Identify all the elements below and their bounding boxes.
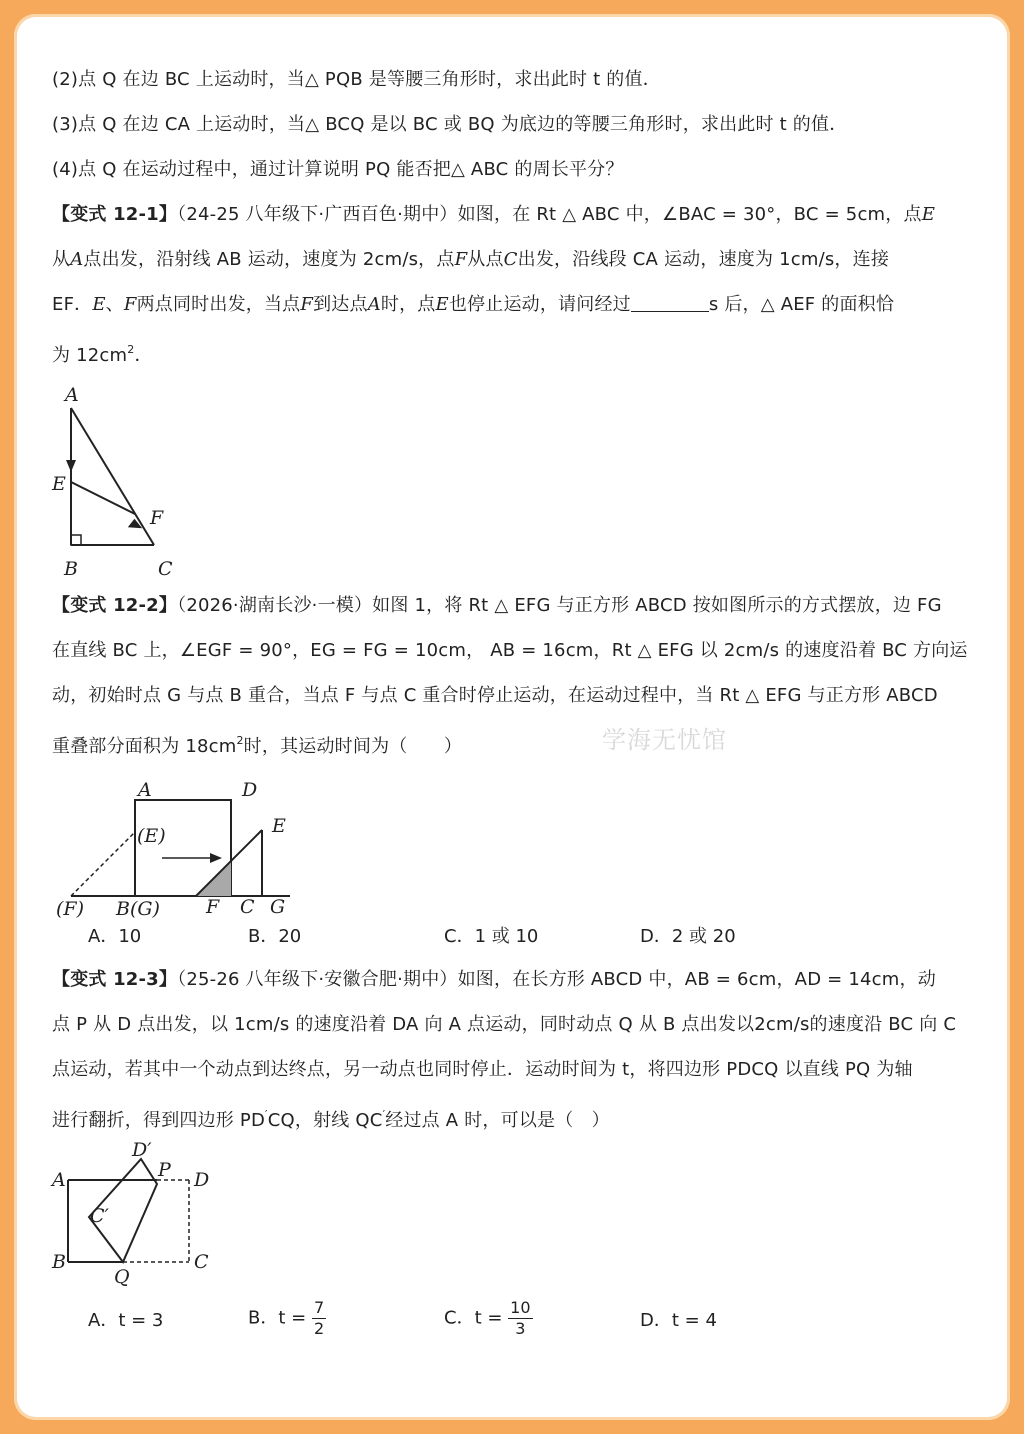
option-c[interactable]: C．1 或 10 — [444, 926, 539, 947]
label-E: E — [272, 815, 286, 837]
figure-square-triangle — [50, 770, 310, 920]
option-b[interactable]: B．t = $\frac{7}{2}$ — [248, 1298, 325, 1338]
variant-tag: 【变式 12-3】 — [52, 969, 178, 990]
variant-tag: 【变式 12-1】 — [52, 204, 178, 225]
label-C: C — [194, 1251, 209, 1273]
question-3: (3)点 Q 在边 CA 上运动时，当△ BCQ 是以 BC 或 BQ 为底边的等腰三角形时，求出此时 t 的值． — [52, 114, 848, 135]
label-D-prime: D′ — [132, 1139, 152, 1161]
figure-rectangle-fold — [48, 1140, 238, 1290]
option-d[interactable]: D．2 或 20 — [640, 926, 736, 947]
variant-tag: 【变式 12-2】 — [52, 595, 178, 616]
label-B: B — [52, 1251, 66, 1273]
label-A: A — [52, 1169, 66, 1191]
option-a[interactable]: A．t = 3 — [88, 1310, 164, 1331]
option-b[interactable]: B．20 — [248, 926, 302, 947]
answer-blank — [631, 293, 709, 312]
label-D: D — [194, 1169, 210, 1191]
label-C: C — [240, 896, 255, 918]
worksheet-page — [14, 14, 1010, 1420]
option-c[interactable]: C．t = $\frac{10}{3}$ — [444, 1298, 531, 1338]
variant-12-3-text: 【变式 12-3】（25-26 八年级下·安徽合肥·期中）如图，在长方形 ABCD 中，AB = 6cm，AD = 14cm，动 点 P 从 D 点出发，以 1cm/s 的速度沿着 DA 向 A 点运动，同时动点 Q 从 B 点出发以2cm/s的速度沿 BC 向 C 点运动，若其中一个动点到达终点，另一动点也同时停止．运动时间为 t，将四边形 PDCQ 以直线 PQ 为轴 进行翻折，得到四边形 PD′CQ，射线 QC′经过点 A 时，可以是（ ） — [52, 969, 957, 1131]
label-BG: B(G) — [116, 898, 160, 920]
label-F-paren: (F) — [56, 898, 85, 920]
label-C-prime: C′ — [90, 1205, 109, 1227]
label-F: F — [206, 896, 220, 918]
watermark: 学海无忧馆 — [602, 726, 727, 754]
option-a[interactable]: A．10 — [88, 926, 142, 947]
figure-triangle-abc — [44, 384, 194, 584]
label-G: G — [270, 896, 286, 918]
fraction: $\frac{7}{2}$ — [313, 1298, 325, 1338]
variant-12-2-text: 【变式 12-2】（2026·湖南长沙·一模）如图 1，将 Rt △ EFG 与正方形 ABCD 按如图所示的方式摆放，边 FG 在直线 BC 上，∠EGF = 90°，EG = FG = 10cm， AB = 16cm，Rt △ EFG 以 2cm/s 的速度沿着 BC 方向运 动，初始时点 G 与点 B 重合，当点 F 与点 C 重合时停止运动，在运动过程中，当 Rt △ EFG 与正方形 ABCD 重叠部分面积为 $18cm^2$时，其运动时间为（ ） — [52, 595, 968, 757]
question-2: (2)点 Q 在边 BC 上运动时，当△ PQB 是等腰三角形时，求出此时 t 的值． — [52, 69, 661, 90]
label-E-paren: (E) — [137, 825, 166, 847]
question-4: (4)点 Q 在运动过程中，通过计算说明 PQ 能否把△ ABC 的周长平分？ — [52, 159, 624, 180]
fraction: $\frac{10}{3}$ — [510, 1298, 531, 1338]
label-A: A — [138, 779, 152, 801]
label-D: D — [242, 779, 258, 801]
label-P: P — [158, 1159, 171, 1181]
label-C: C — [158, 558, 173, 580]
label-B: B — [64, 558, 78, 580]
option-d[interactable]: D．t = 4 — [640, 1310, 717, 1331]
variant-12-1-text: 【变式 12-1】（24-25 八年级下·广西百色·期中）如图，在 Rt △ ABC 中，∠BAC = 30°，BC = 5cm，点E 从A点出发，沿射线 AB 运动，速度为 2cm/s，点F从点C出发，沿线段 CA 运动，速度为 1cm/s，连接 EF．E、F两点同时出发，当点F到达点A时，点E也停止运动，请问经过 s 后，△ AEF 的面积恰 为 $12cm^2$． — [52, 204, 936, 366]
label-E: E — [52, 473, 66, 495]
label-Q: Q — [114, 1266, 130, 1288]
label-F: F — [150, 507, 164, 529]
label-A: A — [65, 384, 79, 406]
